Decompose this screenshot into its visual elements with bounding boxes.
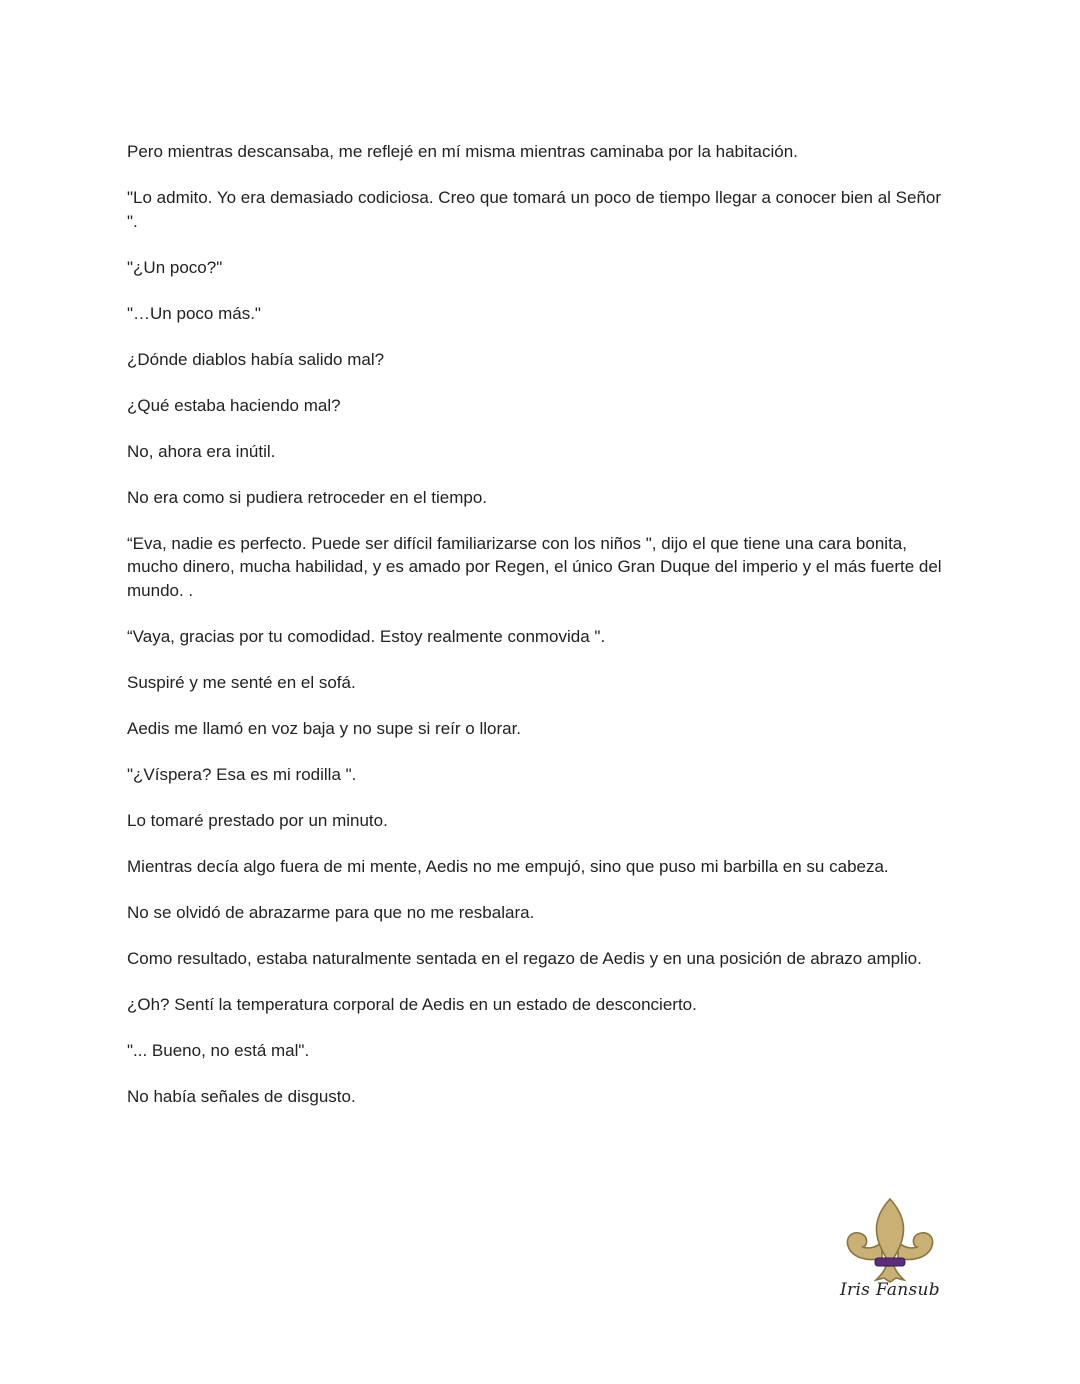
paragraph: Aedis me llamó en voz baja y no supe si reír o llorar. [127, 718, 522, 738]
paragraph: "Lo admito. Yo era demasiado codiciosa. Creo que tomará un poco de tiempo llegar a conocer bien al Señor ". [127, 188, 942, 231]
paragraph: No se olvidó de abrazarme para que no me resbalara. [127, 902, 535, 922]
paragraph: Suspiré y me senté en el sofá. [127, 672, 356, 692]
fleur-de-lis-icon [838, 1196, 942, 1284]
paragraph: Lo tomaré prestado por un minuto. [127, 810, 388, 830]
paragraph: No era como si pudiera retroceder en el tiempo. [127, 487, 488, 507]
paragraph: Mientras decía algo fuera de mi mente, Aedis no me empujó, sino que puso mi barbilla en su cabeza. [127, 856, 889, 876]
paragraph: ¿Dónde diablos había salido mal? [127, 349, 385, 369]
paragraph: "... Bueno, no está mal". [127, 1040, 310, 1060]
paragraph: Como resultado, estaba naturalmente sentada en el regazo de Aedis y en una posición de abrazo amplio. [127, 948, 922, 968]
paragraph: “Eva, nadie es perfecto. Puede ser difícil familiarizarse con los niños ", dijo el que tiene una cara bonita, mucho dinero, mucha habilidad, y es amado por Regen, el único Gran Duque del imperio y el más fuerte del mundo. . [127, 533, 942, 600]
paragraph: “Vaya, gracias por tu comodidad. Estoy realmente conmovida ". [127, 626, 606, 646]
paragraph: No había señales de disgusto. [127, 1086, 356, 1106]
logo-caption: Iris Fansub [840, 1280, 940, 1300]
paragraph: "…Un poco más." [127, 303, 261, 323]
document-body [127, 140, 952, 1131]
paragraph: No, ahora era inútil. [127, 441, 276, 461]
paragraph: ¿Oh? Sentí la temperatura corporal de Aedis en un estado de desconcierto. [127, 994, 697, 1014]
paragraph: "¿Un poco?" [127, 257, 223, 277]
fansub-logo [838, 1196, 942, 1308]
paragraph: Pero mientras descansaba, me reflejé en mí misma mientras caminaba por la habitación. [127, 142, 798, 161]
paragraph: "¿Víspera? Esa es mi rodilla ". [127, 764, 357, 784]
paragraph: ¿Qué estaba haciendo mal? [127, 395, 341, 415]
